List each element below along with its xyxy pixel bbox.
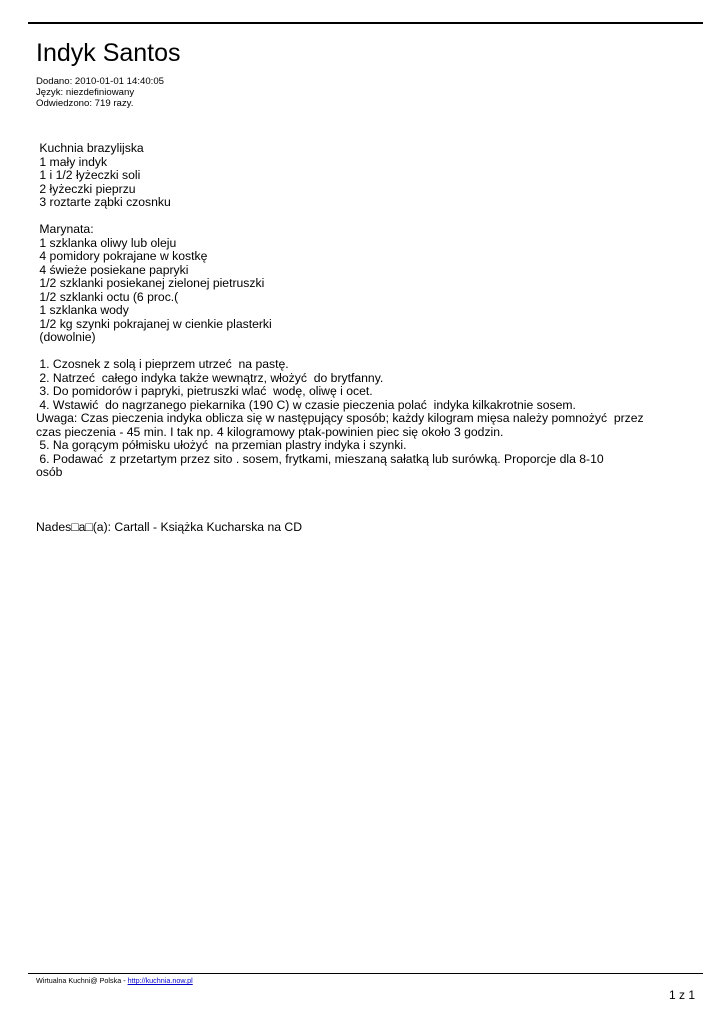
- ingredients-list: [36, 142, 686, 210]
- ingredient-line: 1 mały indyk: [36, 154, 108, 169]
- ingredient-line: 2 łyżeczki pieprzu: [36, 181, 136, 196]
- step-line: 2. Natrzeć całego indyka także wewnątrz, włożyć do brytfanny.: [36, 370, 384, 385]
- step-line: 5. Na gorącym półmisku ułożyć na przemian plastry indyka i szynki.: [36, 438, 407, 452]
- step-line: 1. Czosnek z solą i pieprzem utrzeć na pastę.: [36, 357, 289, 371]
- meta-language: Język: niezdefiniowany: [36, 87, 135, 98]
- marinade-line: 4 świeże posiekane papryki: [36, 262, 189, 277]
- marinade-line: 1 szklanka wody: [36, 303, 129, 317]
- ingredient-line: Kuchnia brazylijska: [36, 141, 144, 155]
- marinade-line: 1/2 szklanki posiekanej zielonej pietruszki: [36, 276, 265, 290]
- step-line: osób: [36, 465, 63, 479]
- ingredient-line: 1 i 1/2 łyżeczki soli: [36, 168, 141, 182]
- step-line: Uwaga: Czas pieczenia indyka oblicza się w następujący sposób; każdy kilogram mięsa należy pomnożyć przez: [36, 411, 644, 425]
- page-title: Indyk Santos: [36, 39, 181, 67]
- recipe-meta: [36, 76, 164, 109]
- step-line: czas pieczenia - 45 min. I tak np. 4 kilogramowy ptak-powinien piec się około 3 godzin.: [36, 424, 504, 439]
- marinade-line: 1/2 kg szynki pokrajanej w cienkie plasterki: [36, 316, 272, 331]
- marinade-line: 1 szklanka oliwy lub oleju: [36, 235, 177, 250]
- marinade-line: 1/2 szklanki octu (6 proc.(: [36, 289, 179, 304]
- page-number: 1 z 1: [668, 988, 695, 1002]
- step-line: 6. Podawać z przetartym przez sito . sosem, frytkami, mieszaną sałatką lub surówką. Proporcje dla 8-10: [36, 451, 604, 466]
- footer-site: [36, 976, 193, 985]
- meta-added: Dodano: 2010-01-01 14:40:05: [36, 76, 165, 87]
- recipe-body: [36, 142, 686, 480]
- marinade-line: Marynata:: [36, 222, 94, 236]
- top-rule: [28, 22, 703, 24]
- sender-line: Nades□a□(a): Cartall - Książka Kucharska na CD: [36, 520, 303, 534]
- step-line: 3. Do pomidorów i papryki, pietruszki wlać wodę, oliwę i ocet.: [36, 384, 373, 398]
- steps-list: [36, 358, 686, 480]
- footer-site-link[interactable]: http://kuchnia.now.pl: [127, 976, 193, 985]
- meta-visited: Odwiedzono: 719 razy.: [36, 98, 134, 109]
- marinade-line: 4 pomidory pokrajane w kostkę: [36, 249, 208, 263]
- bottom-rule: [28, 973, 703, 974]
- marinade-line: (dowolnie): [36, 330, 96, 344]
- footer-site-prefix: Wirtualna Kuchni@ Polska -: [36, 976, 128, 985]
- step-line: 4. Wstawić do nagrzanego piekarnika (190 C) w czasie pieczenia polać indyka kilkakrotnie sosem.: [36, 397, 576, 412]
- marinade-list: [36, 223, 686, 345]
- ingredient-line: 3 roztarte ząbki czosnku: [36, 195, 171, 209]
